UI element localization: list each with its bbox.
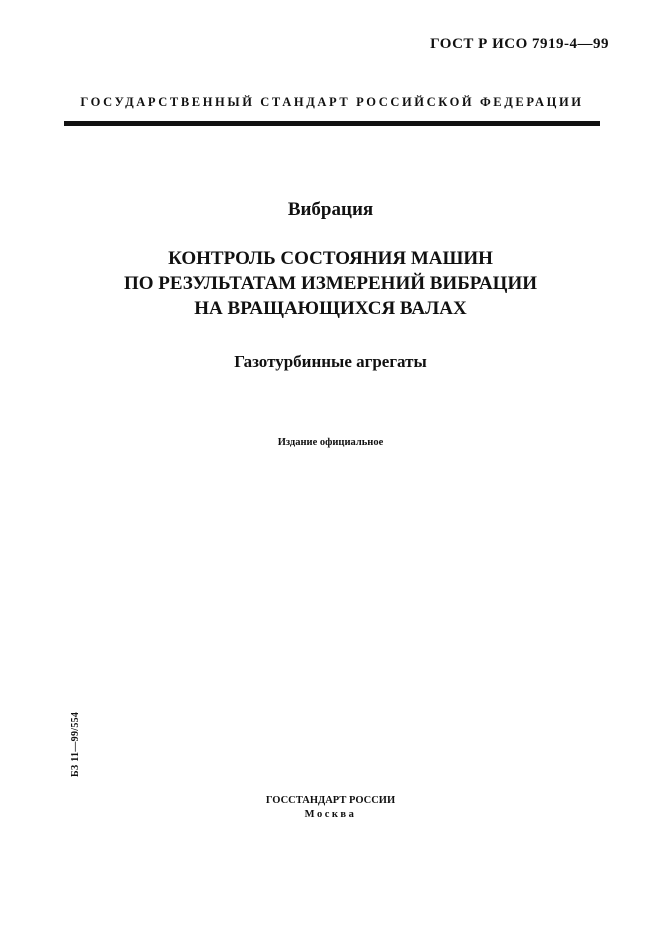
publisher-city: Москва bbox=[304, 809, 357, 820]
edition-label: Издание официальное bbox=[277, 437, 384, 448]
document-title bbox=[0, 246, 661, 321]
title-line-3: НА ВРАЩАЮЩИХСЯ ВАЛАХ bbox=[194, 298, 467, 319]
publisher-block bbox=[0, 794, 661, 822]
title-line-1: КОНТРОЛЬ СОСТОЯНИЯ МАШИН bbox=[168, 248, 493, 269]
state-standard-heading: ГОСУДАРСТВЕННЫЙ СТАНДАРТ РОССИЙСКОЙ ФЕДЕРАЦИИ bbox=[80, 95, 584, 109]
document-subtitle: Газотурбинные агрегаты bbox=[234, 352, 427, 371]
document-number: ГОСТ Р ИСО 7919-4—99 bbox=[430, 36, 609, 52]
side-catalog-code: БЗ 11—99/554 bbox=[70, 711, 81, 777]
document-topic: Вибрация bbox=[287, 199, 374, 220]
header-divider bbox=[64, 121, 600, 126]
publisher-name: ГОССТАНДАРТ РОССИИ bbox=[265, 795, 396, 806]
title-line-2: ПО РЕЗУЛЬТАТАМ ИЗМЕРЕНИЙ ВИБРАЦИИ bbox=[123, 273, 538, 294]
